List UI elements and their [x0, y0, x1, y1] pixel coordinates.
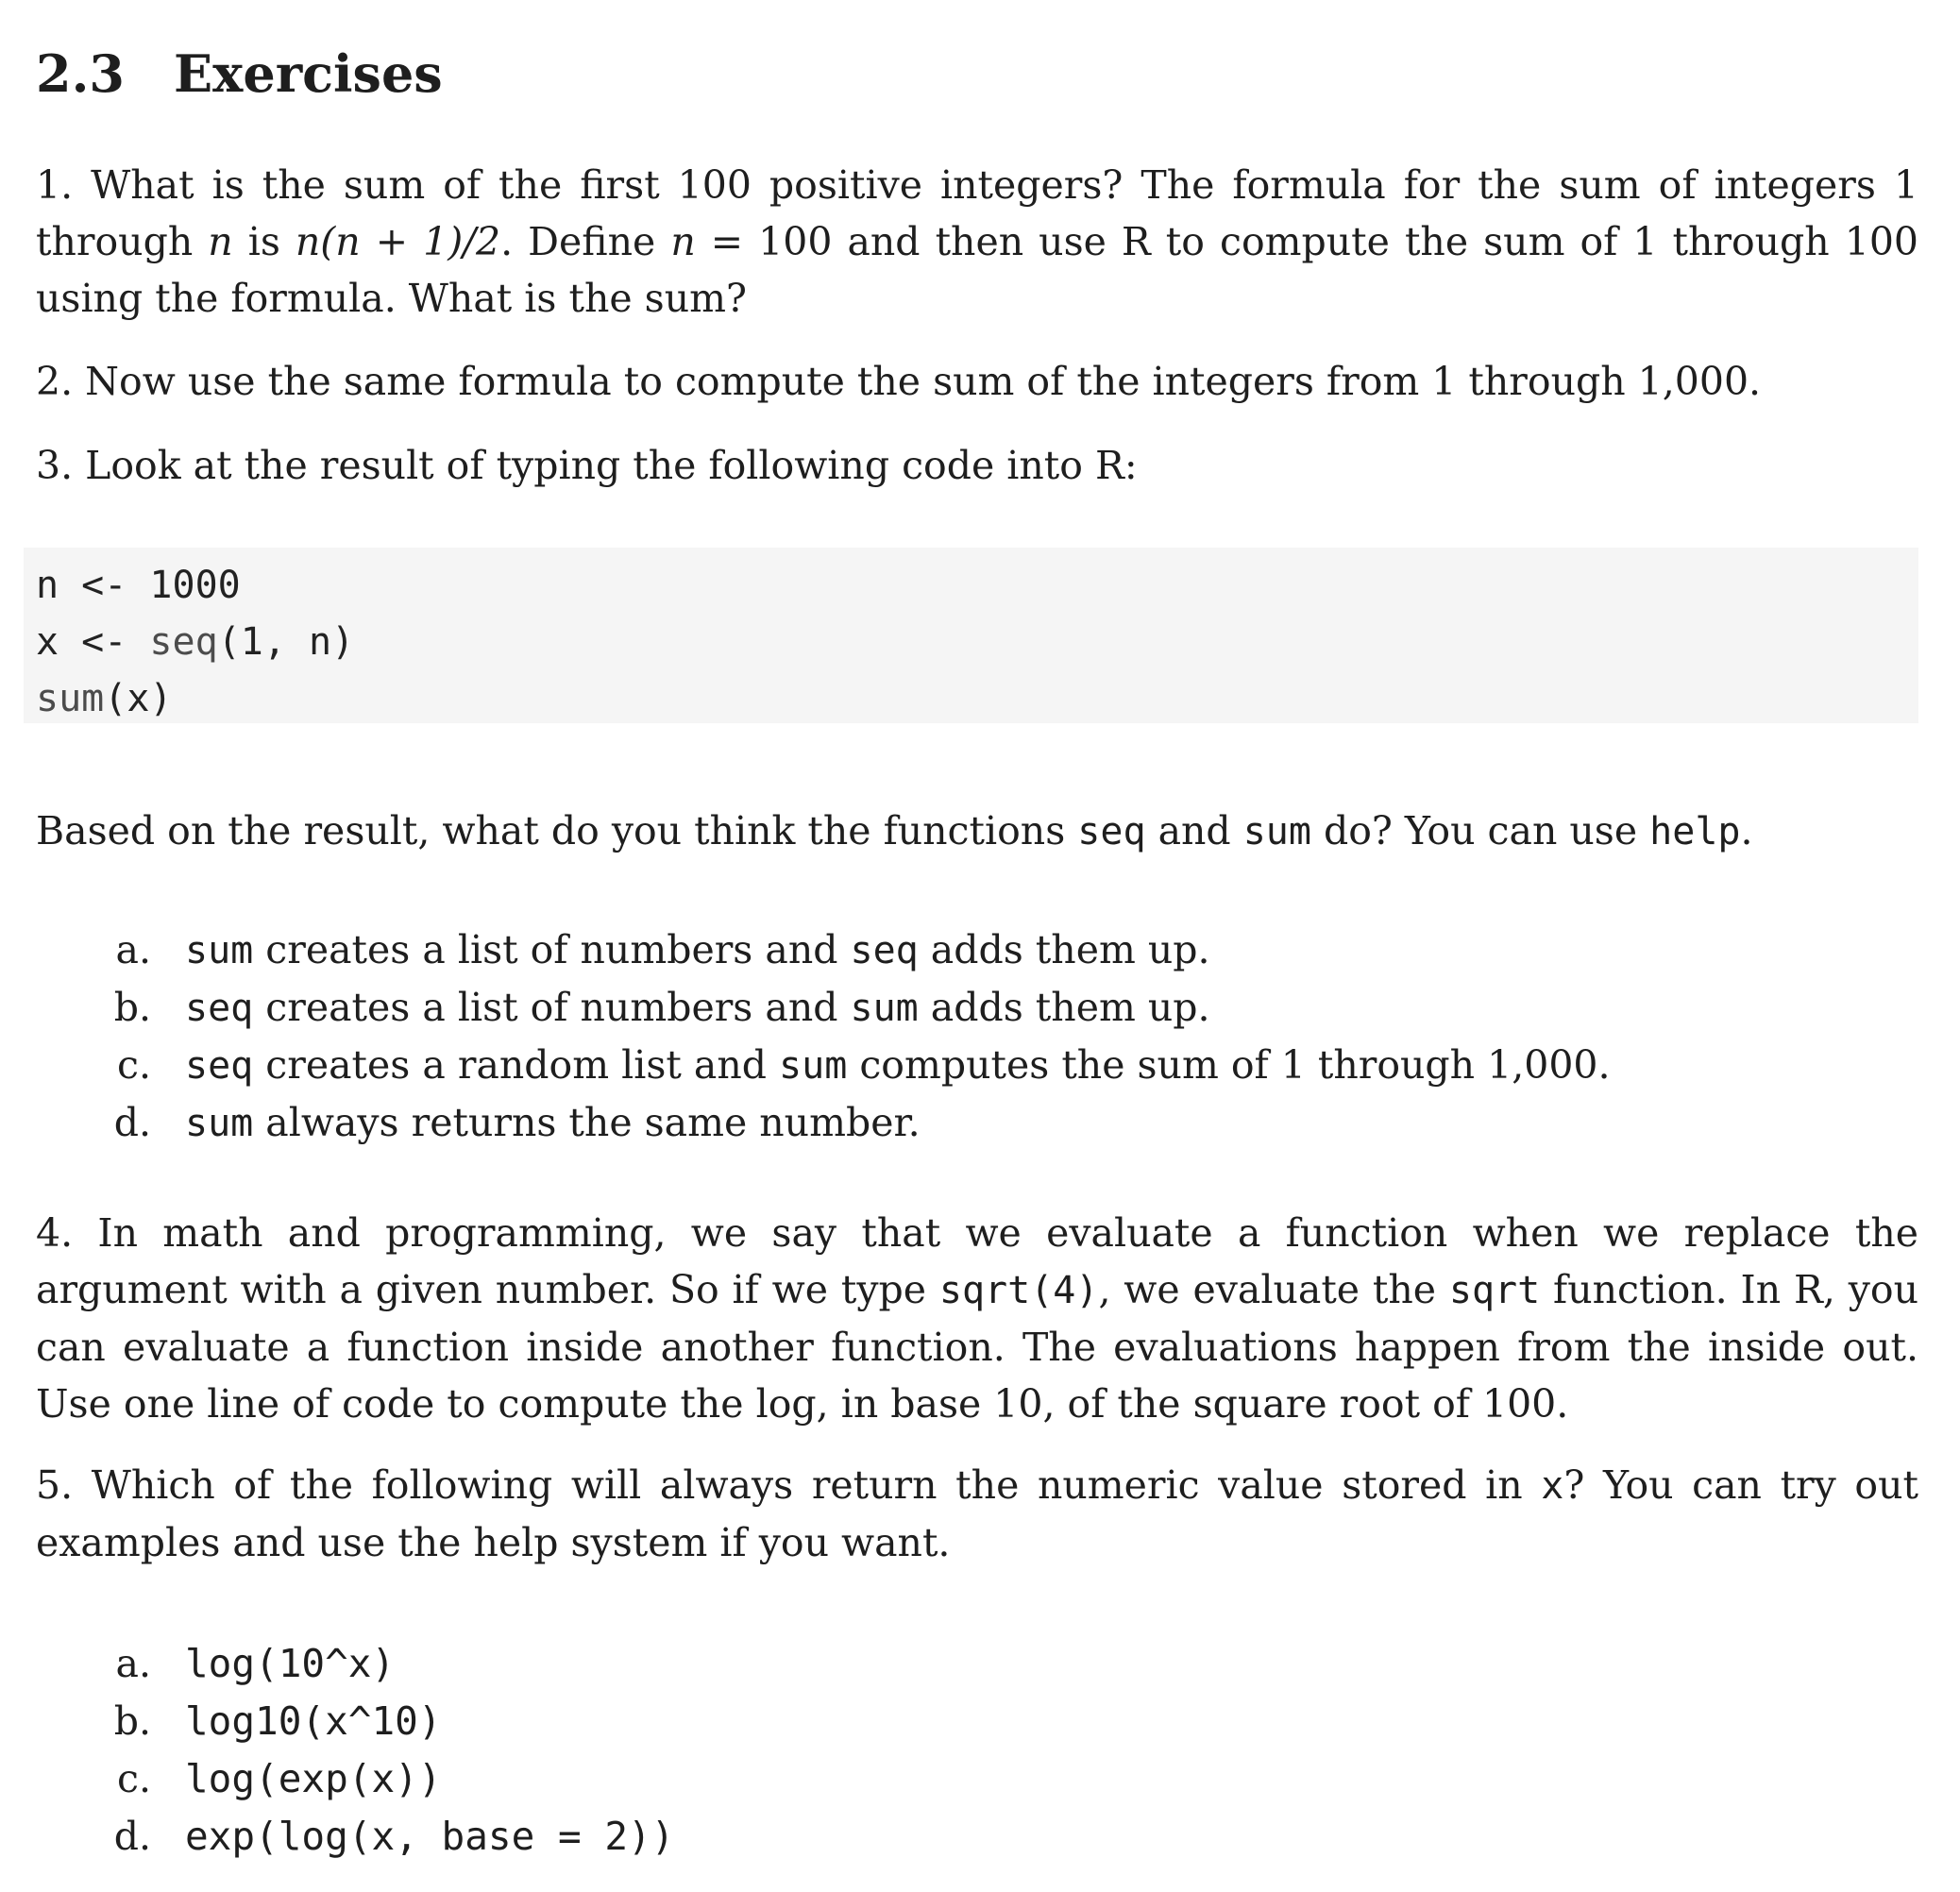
option-b: [111, 979, 1611, 1037]
section-heading: [36, 36, 443, 111]
option-b: [111, 1693, 674, 1750]
exercise-5-text: ? You can try out examples and use the help system if you want.: [36, 1462, 1918, 1565]
exercise-3-followup: [36, 802, 1918, 860]
option-a: [111, 921, 1611, 979]
inline-code: sum: [185, 1102, 254, 1145]
code-text: (1, n): [217, 620, 355, 664]
option-label: c.: [117, 1756, 151, 1801]
code-text: n <- 1000: [36, 564, 241, 607]
followup-text: and: [1145, 808, 1243, 853]
exercise-1-text: . Define: [500, 219, 671, 264]
math-n-equals: n =: [670, 219, 759, 264]
option-code: log10(x^10): [185, 1698, 442, 1744]
followup-text: do? You can use: [1310, 808, 1650, 853]
option-text: creates a list of numbers and: [253, 927, 851, 972]
option-text: adds them up.: [918, 985, 1210, 1030]
followup-text: Based on the result, what do you think the functions: [36, 808, 1078, 853]
code-text: (x): [104, 677, 173, 720]
option-label: d.: [113, 1100, 151, 1145]
exercise-2: 2. Now use the same formula to compute the sum of the integers from 1 through 1,000.: [36, 359, 1762, 404]
option-c: [111, 1750, 674, 1808]
option-code: exp(log(x, base = 2)): [185, 1814, 675, 1859]
code-line: [36, 614, 1918, 670]
inline-code: help: [1649, 810, 1741, 853]
section-title: Exercises: [174, 43, 443, 104]
option-label: b.: [113, 985, 151, 1030]
exercise-4: [36, 1205, 1918, 1432]
exercise-5-text: 5. Which of the following will always return the numeric value stored in: [36, 1462, 1542, 1508]
exercise-4-text: function. In R, you can evaluate a function inside another function. The evaluations happen from the inside out. Use one line of code to compute the log, in base 10, of the square root of 100.: [36, 1267, 1918, 1427]
option-a: [111, 1635, 674, 1693]
option-c: [111, 1037, 1611, 1094]
option-text: creates a list of numbers and: [253, 985, 851, 1030]
exercise-5: [36, 1457, 1918, 1571]
option-label: c.: [117, 1042, 151, 1088]
exercise-1-text: 1. What is the sum of the first 100 positive integers? The formula for the sum of integers 1 through: [36, 162, 1918, 264]
inline-code: sum: [1242, 810, 1311, 853]
option-code: log(exp(x)): [185, 1756, 442, 1801]
option-label: a.: [115, 1641, 151, 1686]
exercise-1-text: is: [232, 219, 296, 264]
inline-code: sqrt(4): [938, 1269, 1099, 1312]
inline-code: seq: [850, 929, 919, 972]
option-text: computes the sum of 1 through 1,000.: [847, 1042, 1611, 1088]
option-label: d.: [113, 1814, 151, 1859]
exercise-4-text: 4. In math and programming, we say that we evaluate a function when we replace the argument with a given number. So if we type: [36, 1210, 1918, 1312]
exercise-3-intro: 3. Look at the result of typing the following code into R:: [36, 443, 1138, 488]
inline-code: sum: [850, 987, 919, 1030]
inline-code: seq: [1077, 810, 1146, 853]
option-text: always returns the same number.: [253, 1100, 921, 1145]
exercise-4-text: , we evaluate the: [1098, 1267, 1449, 1312]
inline-code: sum: [779, 1044, 848, 1088]
option-d: [111, 1094, 1611, 1152]
code-line: [36, 670, 1918, 727]
code-text: x <-: [36, 620, 150, 664]
section-number: 2.3: [36, 43, 125, 104]
code-line: [36, 557, 1918, 614]
option-text: creates a random list and: [253, 1042, 780, 1088]
exercise-3-options: [111, 921, 1611, 1152]
inline-code: seq: [185, 987, 254, 1030]
option-label: a.: [115, 927, 151, 972]
math-formula: n(n + 1)/2: [295, 219, 501, 264]
inline-code: sum: [185, 929, 254, 972]
code-block: [24, 548, 1918, 723]
option-d: [111, 1808, 674, 1866]
option-code: log(10^x): [185, 1641, 396, 1686]
code-function: seq: [149, 620, 218, 664]
exercise-1: [36, 157, 1918, 327]
inline-code: x: [1541, 1464, 1564, 1508]
inline-code: sqrt: [1448, 1269, 1541, 1312]
math-n: n: [208, 219, 233, 264]
exercise-1-text: 100 and then use R to compute the sum of 1 through 100 using the formula. What is the sum?: [36, 219, 1918, 321]
exercise-5-options: [111, 1635, 674, 1866]
code-function: sum: [36, 677, 105, 720]
option-label: b.: [113, 1698, 151, 1744]
option-text: adds them up.: [918, 927, 1210, 972]
followup-text: .: [1740, 808, 1753, 853]
inline-code: seq: [185, 1044, 254, 1088]
